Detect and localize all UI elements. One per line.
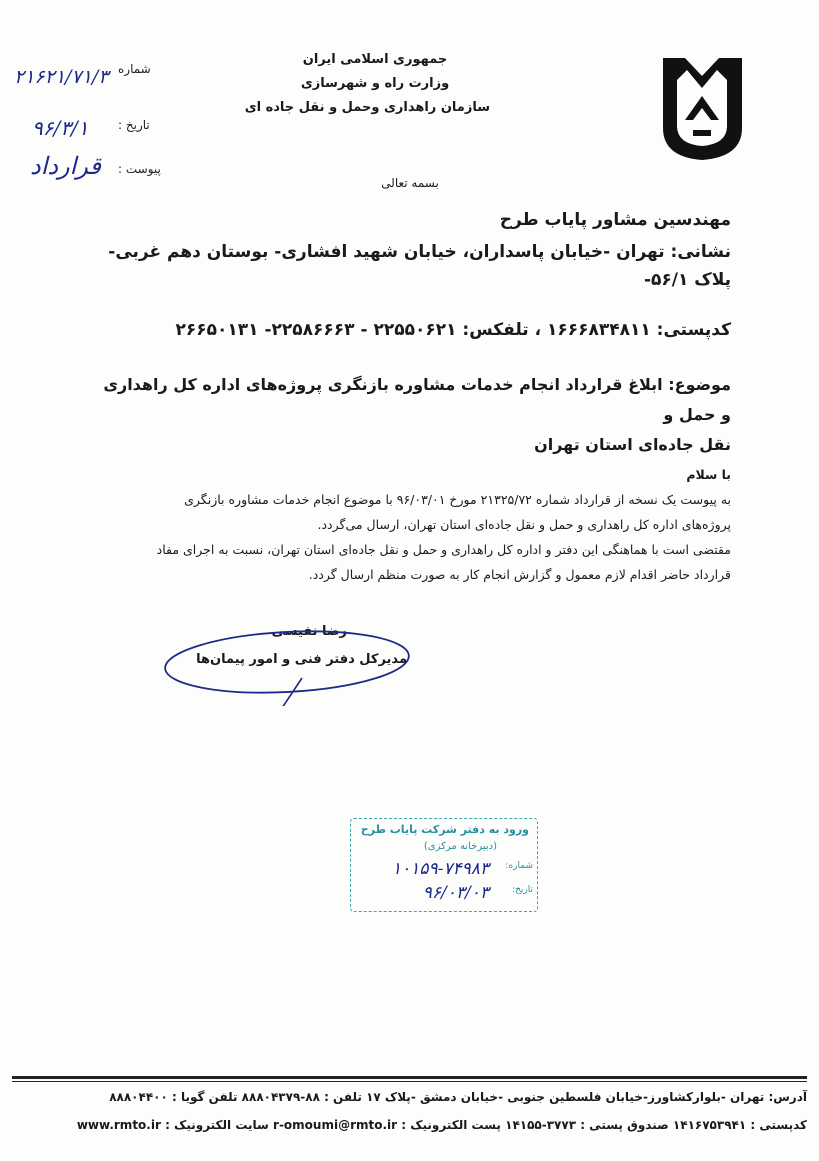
- header-organization: سازمان راهداری وحمل و نقل جاده ای: [244, 100, 490, 115]
- number-label: شماره: [118, 62, 151, 76]
- stamp-title: ورود به دفتر شرکت پایاب طرح: [360, 823, 529, 836]
- rmto-logo: [655, 50, 750, 165]
- recipient-block: [91, 206, 731, 344]
- number-handwritten: ۲۱۶۲۱/۷۱/۳: [14, 66, 109, 88]
- body-line: پروژه‌های اداره کل راهداری و حمل و نقل جاده‌ای استان تهران، ارسال می‌گردد.: [317, 517, 731, 532]
- signatory-title: مدیرکل دفتر فنی و امور پیمان‌ها: [196, 652, 407, 667]
- body-line: قرارداد حاضر اقدام لازم معمول و گزارش انجام کار به صورت منظم ارسال گردد.: [308, 567, 731, 582]
- footer-rule-thin: [12, 1081, 807, 1082]
- header-ministry: وزارت راه و شهرسازی: [300, 76, 450, 91]
- stamp-number-label: شماره:: [505, 861, 533, 871]
- date-handwritten: ۹۶/۳/۱: [32, 116, 89, 140]
- subject-line-2: نقل جاده‌ای استان تهران: [534, 435, 731, 454]
- footer-contact: کدپستی : ۱۴۱۶۷۵۳۹۴۱ صندوق پستی : ۳۷۷۳-۱۴۱۵۵ پست الکترونیک : r-omoumi@rmto.ir سایت الکترونیک : www.rmto.ir: [76, 1118, 807, 1132]
- recipient-address: نشانی: تهران -خیابان پاسداران، خیابان شهید افشاری- بوستان دهم غربی- پلاک ۵۶/۱-: [108, 242, 731, 290]
- footer-rule: [12, 1076, 807, 1079]
- attachment-label: پیوست :: [118, 162, 161, 176]
- besmeh-taala: بسمه تعالی: [381, 176, 439, 190]
- body-line: مقتضی است با هماهنگی این دفتر و اداره کل راهداری و حمل و نقل جاده‌ای استان تهران، نسبت به اجرای مفاد: [156, 542, 731, 557]
- subject-line-1: موضوع: ابلاغ قرارداد انجام خدمات مشاوره بازنگری پروژه‌های اداره کل راهداری و حمل و: [103, 375, 731, 424]
- letterhead: [244, 48, 490, 120]
- recipient-name: مهندسین مشاور پایاب طرح: [499, 210, 731, 230]
- attachment-handwritten: قرارداد: [30, 152, 102, 180]
- subject: [91, 370, 731, 460]
- signature-oval: [162, 626, 412, 706]
- header-country: جمهوری اسلامی ایران: [302, 52, 448, 67]
- stamp-number-value: ۱۰۱۵۹-۷۴۹۸۳: [391, 859, 489, 879]
- date-label: تاریخ :: [118, 118, 150, 132]
- recipient-postal-phone: کدپستی: ۱۶۶۶۸۳۴۸۱۱ ، تلفکس: ۲۲۵۵۰۶۲۱ - ۲۲۵۸۶۶۶۳- ۲۶۶۵۰۱۳۱: [175, 320, 731, 340]
- greeting: با سلام: [686, 467, 731, 482]
- signatory-name: رضا نفیسی: [271, 624, 347, 639]
- footer-address: آدرس: تهران -بلوارکشاورز-خیابان فلسطین جنوبی -خیابان دمشق -پلاک ۱۷ تلفن : ۸۸-۸۸۸۰۴۳۷۹ تلفن گویا : ۸۸۸۰۴۴۰۰: [109, 1090, 807, 1104]
- body-line: به پیوست یک نسخه از قرارداد شماره ۲۱۳۲۵/۷۲ مورخ ۹۶/۰۳/۰۱ با موضوع انجام خدمات مشاوره بازنگری: [184, 492, 731, 507]
- stamp-date-value: ۹۶/۰۳/۰۳: [422, 883, 489, 903]
- stamp-subtitle: (دبیرخانه مرکزی): [423, 841, 497, 852]
- received-stamp: [350, 818, 538, 912]
- letter-body: [91, 462, 731, 587]
- stamp-date-label: تاریخ:: [512, 885, 533, 895]
